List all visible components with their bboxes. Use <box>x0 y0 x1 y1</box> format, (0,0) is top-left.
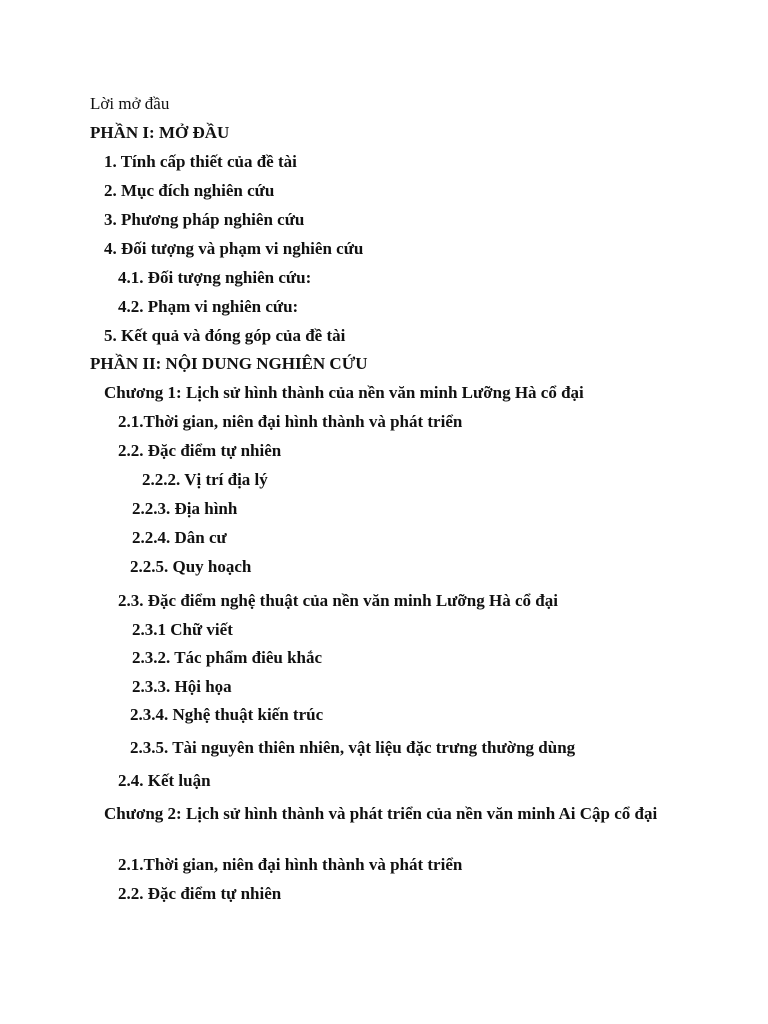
toc-item: 4.2. Phạm vi nghiên cứu: <box>118 297 299 316</box>
toc-part2-title: PHẦN II: NỘI DUNG NGHIÊN CỨU <box>90 354 368 373</box>
toc-item: 2.2.3. Địa hình <box>132 499 238 518</box>
toc-item: 2.3. Đặc điểm nghệ thuật của nền văn minh Lưỡng Hà cổ đại <box>118 591 558 610</box>
toc-item: 2.3.4. Nghệ thuật kiến trúc <box>130 705 324 724</box>
toc-item: 2.1.Thời gian, niên đại hình thành và phát triển <box>118 855 463 874</box>
toc-item: 3. Phương pháp nghiên cứu <box>104 210 305 229</box>
toc-item: 2. Mục đích nghiên cứu <box>104 181 275 200</box>
toc-item: 2.2.5. Quy hoạch <box>130 557 252 576</box>
toc-chapter2-title: Chương 2: Lịch sử hình thành và phát triển của nền văn minh Ai Cập cổ đại <box>104 804 658 823</box>
toc-item: 2.2.4. Dân cư <box>132 528 227 547</box>
toc-item: 2.2.2. Vị trí địa lý <box>142 470 268 489</box>
toc-item: 2.3.3. Hội họa <box>132 677 232 696</box>
toc-item: 2.3.2. Tác phẩm điêu khắc <box>132 648 323 667</box>
toc-item: 2.3.5. Tài nguyên thiên nhiên, vật liệu đặc trưng thường dùng <box>130 738 576 757</box>
toc-item: 2.2. Đặc điểm tự nhiên <box>118 884 282 903</box>
toc-item: 4. Đối tượng và phạm vi nghiên cứu <box>104 239 364 258</box>
toc-item: 4.1. Đối tượng nghiên cứu: <box>118 268 312 287</box>
toc-item: 2.2. Đặc điểm tự nhiên <box>118 441 282 460</box>
toc-item: 2.3.1 Chữ viết <box>132 620 233 639</box>
toc-intro: Lời mở đầu <box>90 94 170 113</box>
toc-chapter1-title: Chương 1: Lịch sử hình thành của nền văn minh Lưỡng Hà cổ đại <box>104 383 584 402</box>
toc-item: 1. Tính cấp thiết của đề tài <box>104 152 297 171</box>
toc-item: 2.4. Kết luận <box>118 771 211 790</box>
toc-item: 5. Kết quả và đóng góp của đề tài <box>104 326 346 345</box>
toc-item: 2.1.Thời gian, niên đại hình thành và phát triển <box>118 412 463 431</box>
toc-part1-title: PHẦN I: MỞ ĐẦU <box>90 123 230 142</box>
